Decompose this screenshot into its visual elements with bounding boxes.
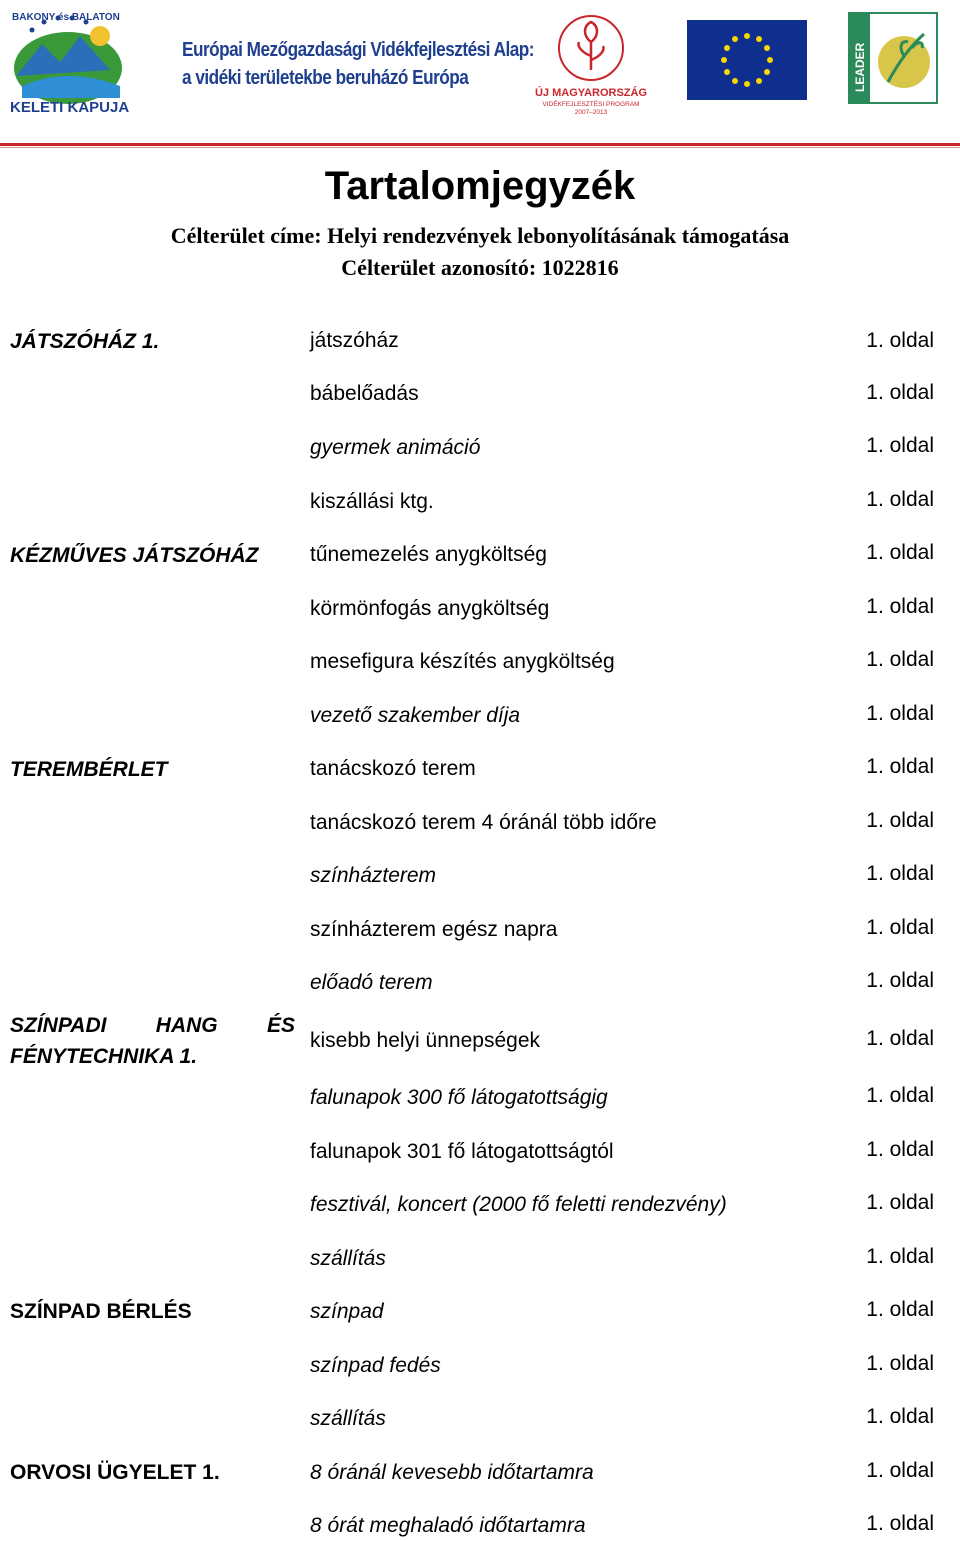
toc-category-line: FÉNYTECHNIKA 1. [10, 1045, 198, 1068]
toc-page-ref: 1. oldal [866, 862, 934, 885]
toc-category: KÉZMŰVES JÁTSZÓHÁZ [10, 544, 259, 567]
toc-page-ref: 1. oldal [866, 916, 934, 939]
toc-item: tanácskozó terem 4 óránál több időre [310, 811, 657, 834]
toc-item: körmönfogás anygköltség [310, 597, 550, 620]
toc-page-ref: 1. oldal [866, 1027, 934, 1050]
toc-item: szállítás [310, 1407, 386, 1430]
toc-item: gyermek animáció [310, 436, 481, 459]
toc-category: JÁTSZÓHÁZ 1. [10, 330, 160, 353]
svg-text:KELETI KAPUJA: KELETI KAPUJA [10, 99, 130, 116]
toc-category-line: SZÍNPADI HANG ÉS [10, 1014, 295, 1037]
toc-page-ref: 1. oldal [866, 809, 934, 832]
toc-page-ref: 1. oldal [866, 1405, 934, 1428]
toc-item: mesefigura készítés anygköltség [310, 650, 615, 673]
toc-page-ref: 1. oldal [866, 329, 934, 352]
svg-text:VIDÉKFEJLESZTÉSI PROGRAM: VIDÉKFEJLESZTÉSI PROGRAM [542, 101, 640, 108]
toc-item: előadó terem [310, 971, 433, 994]
toc-page-ref: 1. oldal [866, 969, 934, 992]
toc-item: szállítás [310, 1247, 386, 1270]
toc-item: bábelőadás [310, 382, 419, 405]
subtitle-target-id: Célterület azonosító: 1022816 [341, 255, 619, 280]
toc-page-ref: 1. oldal [866, 434, 934, 457]
toc-page-ref: 1. oldal [866, 755, 934, 778]
toc-item: tanácskozó terem [310, 757, 476, 780]
toc-category [10, 1010, 295, 1072]
svg-text:BAKONY és BALATON: BAKONY és BALATON [12, 12, 120, 23]
toc-page-ref: 1. oldal [866, 648, 934, 671]
toc-item: színházterem [310, 864, 437, 887]
toc-page-ref: 1. oldal [866, 1512, 934, 1535]
toc-page-ref: 1. oldal [866, 541, 934, 564]
toc-item: színpad [310, 1300, 384, 1323]
toc-page-ref: 1. oldal [866, 381, 934, 404]
toc-page-ref: 1. oldal [866, 1191, 934, 1214]
toc-page-ref: 1. oldal [866, 1352, 934, 1375]
document-title: Tartalomjegyzék [324, 164, 636, 208]
toc-item: kisebb helyi ünnepségek [310, 1029, 540, 1052]
subtitle-target-area: Célterület címe: Helyi rendezvények lebonyolításának támogatása [170, 223, 790, 248]
svg-text:LEADER: LEADER [853, 42, 867, 92]
toc-page-ref: 1. oldal [866, 595, 934, 618]
toc-page-ref: 1. oldal [866, 1245, 934, 1268]
toc-item: 8 óránál kevesebb időtartamra [310, 1461, 594, 1484]
toc-item: 8 órát meghaladó időtartamra [310, 1514, 586, 1537]
toc-item: színpad fedés [310, 1354, 441, 1377]
eu-fund-line2: a vidéki területekbe beruházó Európa [182, 67, 469, 89]
toc-page-ref: 1. oldal [866, 1298, 934, 1321]
toc-page-ref: 1. oldal [866, 1138, 934, 1161]
toc-item: kiszállási ktg. [310, 490, 434, 513]
toc-item: vezető szakember díja [310, 704, 521, 727]
toc-category: TEREMBÉRLET [10, 758, 168, 781]
toc-page-ref: 1. oldal [866, 488, 934, 511]
eu-fund-line1: Európai Mezőgazdasági Vidékfejlesztési Alap: [182, 39, 534, 61]
toc-item: falunapok 301 fő látogatottságtól [310, 1140, 614, 1163]
toc-page-ref: 1. oldal [866, 1459, 934, 1482]
svg-text:2007–2013: 2007–2013 [574, 109, 608, 116]
toc-category: SZÍNPAD BÉRLÉS [10, 1300, 192, 1323]
toc-item: színházterem egész napra [310, 918, 558, 941]
toc-page-ref: 1. oldal [866, 702, 934, 725]
toc-item: tűnemezelés anygköltség [310, 543, 547, 566]
toc-item: játszóház [310, 329, 399, 352]
toc-item: fesztivál, koncert (2000 fő feletti rendezvény) [310, 1193, 727, 1216]
toc-item: falunapok 300 fő látogatottságig [310, 1086, 608, 1109]
toc-page-ref: 1. oldal [866, 1084, 934, 1107]
svg-text:ÚJ MAGYARORSZÁG: ÚJ MAGYARORSZÁG [535, 87, 647, 99]
toc-category: ORVOSI ÜGYELET 1. [10, 1461, 220, 1484]
